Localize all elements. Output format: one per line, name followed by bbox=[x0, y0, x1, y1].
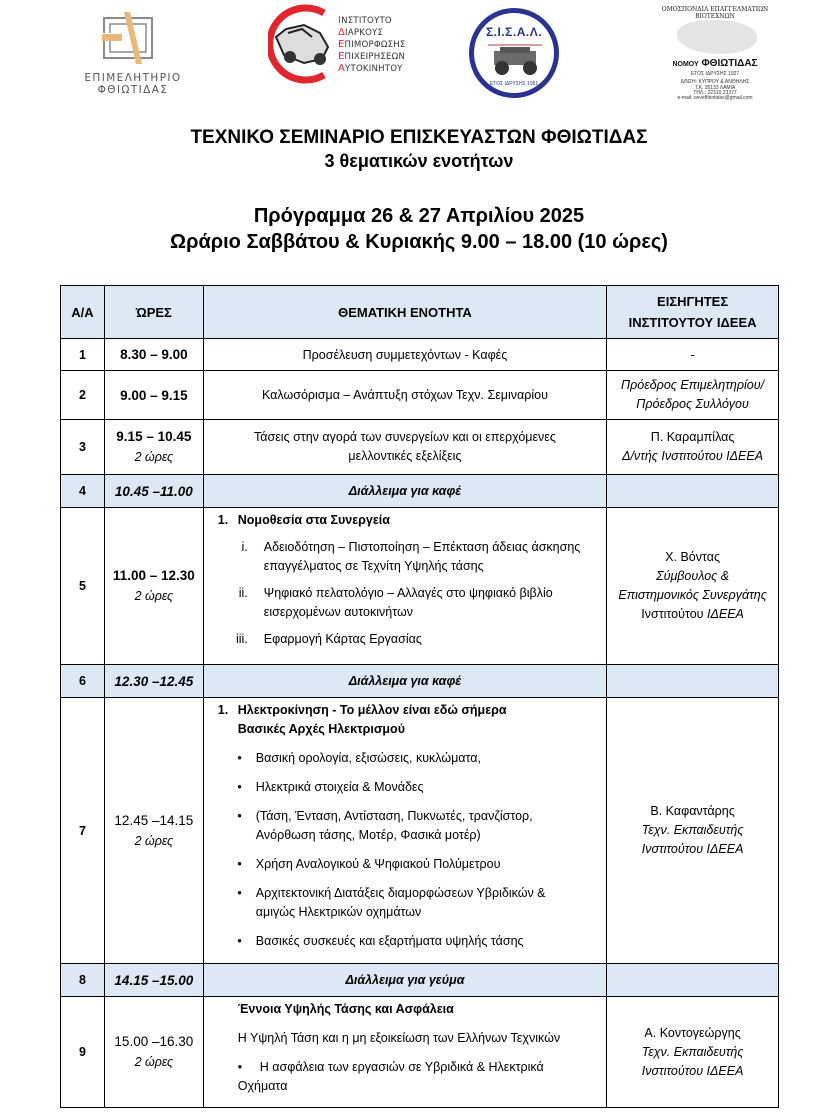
car-icon bbox=[268, 3, 336, 85]
row-topic: Καλωσόρισμα – Ανάπτυξη στόχων Τεχν. Σεμιναρίου bbox=[203, 371, 606, 420]
speaker-org bbox=[611, 605, 774, 624]
heading-text: Ηλεκτροκίνηση - Το μέλλον είναι εδώ σήμερα bbox=[237, 703, 507, 717]
federation-email: e-mail: oevefthiotidas@gmail.com bbox=[677, 95, 753, 101]
bullet-icon: • bbox=[237, 1060, 243, 1074]
row-time bbox=[104, 698, 203, 964]
list-item bbox=[212, 584, 598, 622]
header-speakers bbox=[607, 286, 779, 339]
institute-cap: Ι bbox=[338, 15, 342, 26]
row-number: 3 bbox=[61, 420, 105, 475]
bullet-line: αμιγώς Ηλεκτρικών οχημάτων bbox=[255, 905, 422, 919]
row-number: 2 bbox=[61, 371, 105, 420]
institute-name bbox=[338, 15, 406, 75]
row-number: 4 bbox=[61, 475, 105, 508]
list-line: εισερχομένων αυτοκινήτων bbox=[263, 605, 413, 619]
row-speaker-empty bbox=[607, 475, 779, 508]
topic-subheading: Βασικές Αρχές Ηλεκτρισμού bbox=[237, 722, 405, 736]
bullet-item bbox=[212, 778, 598, 797]
row-topic bbox=[203, 508, 606, 665]
row-topic: Διάλλειμα για καφέ bbox=[203, 475, 606, 508]
row-topic bbox=[203, 997, 606, 1108]
speaker-role: Δ/ντής Ινστιτούτου ΙΔΕΕΑ bbox=[622, 449, 764, 463]
program-dates: Πρόγραμμα 26 & 27 Απριλίου 2025 bbox=[253, 205, 585, 227]
row-speaker-empty bbox=[607, 964, 779, 997]
list-item bbox=[212, 538, 598, 576]
time-range: 11.00 – 12.30 bbox=[112, 568, 195, 583]
list-number: 1. bbox=[217, 703, 229, 717]
table-row bbox=[61, 508, 779, 665]
break-row bbox=[61, 665, 779, 698]
speaker-org-text: Ινστιτούτου bbox=[641, 607, 707, 621]
topic-heading bbox=[212, 701, 598, 720]
institute-word: ΥΤΟΚΙΝΗΤΟΥ bbox=[345, 64, 403, 74]
list-item bbox=[212, 630, 598, 649]
document-subtitle: 3 θεματικών ενοτήτων bbox=[324, 151, 514, 171]
list-text: Εφαρμογή Κάρτας Εργασίας bbox=[263, 632, 422, 646]
federation-phone: ΤΗΛ.: 22310 23377 bbox=[693, 90, 737, 96]
row-number: 8 bbox=[61, 964, 105, 997]
row-number: 9 bbox=[61, 997, 105, 1108]
schedule-table bbox=[60, 285, 779, 1108]
duration: 2 ώρες bbox=[134, 450, 174, 464]
bullet-line: Αρχιτεκτονική Διατάξεις διαμορφώσεων Υβριδικών & bbox=[255, 886, 546, 900]
row-number: 6 bbox=[61, 665, 105, 698]
institute-cap: Ε bbox=[338, 51, 345, 62]
institute-cap: Α bbox=[338, 63, 346, 74]
header-speakers-line1: ΕΙΣΗΓΗΤΕΣ bbox=[657, 294, 729, 309]
duration: 2 ώρες bbox=[134, 589, 174, 603]
logo-bar bbox=[0, 0, 838, 110]
federation-name bbox=[655, 58, 775, 69]
federation-name-main: ΦΘΙΩΤΙΔΑΣ bbox=[701, 58, 758, 69]
bullet-text: Βασική ορολογία, εξισώσεις, κυκλώματα, bbox=[255, 751, 481, 765]
row-topic bbox=[203, 420, 606, 475]
row-speaker bbox=[607, 371, 779, 420]
row-topic: Διάλλειμα για καφέ bbox=[203, 665, 606, 698]
institute-word: ΙΑΡΚΟΥΣ bbox=[345, 28, 384, 38]
header-aa: Α/Α bbox=[61, 286, 105, 339]
table-row bbox=[61, 420, 779, 475]
header-topic: ΘΕΜΑΤΙΚΗ ΕΝΟΤΗΤΑ bbox=[203, 286, 606, 339]
speaker-org-acronym: ΙΔΕΕΑ bbox=[707, 607, 744, 621]
sisal-year: ΕΤΟΣ ΙΔΡΥΣΗΣ 1951 bbox=[489, 81, 539, 87]
table-row bbox=[61, 371, 779, 420]
bullet-item bbox=[212, 749, 598, 768]
program-hours: Ωράριο Σαββάτου & Κυριακής 9.00 – 18.00 (10 ώρες) bbox=[170, 231, 668, 253]
list-marker: i. bbox=[241, 540, 248, 554]
row-speaker bbox=[607, 997, 779, 1108]
federation-founded: ΕΤΟΣ ΙΔΡΥΣΗΣ 1927 bbox=[690, 71, 740, 77]
chamber-mark-icon bbox=[100, 12, 156, 64]
bullet-continuation: Οχήματα bbox=[237, 1079, 288, 1093]
row-time bbox=[104, 420, 203, 475]
row-topic bbox=[203, 698, 606, 964]
row-speaker bbox=[607, 420, 779, 475]
bullet-text bbox=[256, 807, 598, 845]
bullet-line: (Τάση, Ένταση, Αντίσταση, Πυκνωτές, τρανζίστορ, bbox=[255, 809, 533, 823]
speaker-role: Σύμβουλος & bbox=[656, 569, 730, 583]
row-time: 10.45 –11.00 bbox=[104, 475, 203, 508]
bullet-item bbox=[212, 855, 598, 874]
topic-line: μελλοντικές εξελίξεις bbox=[348, 449, 462, 463]
speaker-role: Επιστημονικός Συνεργάτης bbox=[618, 588, 767, 602]
bullet-text: Βασικές συσκευές και εξαρτήματα υψηλής τάσης bbox=[255, 934, 524, 948]
federation-address: Δ/ΝΣΗ: ΚΥΠΡΟΥ & ΑΝΘΗΛΗΣ bbox=[680, 79, 750, 85]
row-speaker-empty bbox=[607, 665, 779, 698]
row-speaker bbox=[607, 698, 779, 964]
row-speaker bbox=[607, 508, 779, 665]
duration: 2 ώρες bbox=[134, 1055, 174, 1069]
institute-cap: Ε bbox=[338, 39, 345, 50]
speaker-role: Τεχν. Εκπαιδευτής bbox=[641, 823, 744, 837]
list-line: Ψηφιακό πελατολόγιο – Αλλαγές στο ψηφιακό βιβλίο bbox=[263, 586, 553, 600]
time-range: 15.00 –16.30 bbox=[114, 1034, 194, 1049]
bullet-line: Ανόρθωση τάσης, Μοτέρ, Φασικά μοτέρ) bbox=[255, 828, 481, 842]
speaker-line: Πρόεδρος Συλλόγου bbox=[636, 397, 749, 411]
bullet-text bbox=[256, 884, 598, 922]
sisal-logo bbox=[469, 8, 559, 98]
break-row bbox=[61, 475, 779, 508]
bullet-text: Χρήση Αναλογικού & Ψηφιακού Πολύμετρου bbox=[255, 857, 501, 871]
speaker-role: Τεχν. Εκπαιδευτής bbox=[641, 1044, 744, 1059]
speaker-name: Π. Καραμπίλας bbox=[650, 430, 735, 444]
speaker-name: Β. Καφαντάρης bbox=[650, 804, 735, 818]
topic-line: Η Υψηλή Τάση και η μη εξοικείωση των Ελλήνων Τεχνικών bbox=[237, 1031, 561, 1045]
speaker-name: Χ. Βόντας bbox=[665, 550, 720, 564]
row-speaker: - bbox=[607, 339, 779, 371]
row-time: 8.30 – 9.00 bbox=[104, 339, 203, 371]
bullet-icon: • bbox=[237, 780, 242, 794]
bullet-icon: • bbox=[237, 857, 242, 871]
federation-postal: Τ.Κ. 35133 ΛΑΜΙΑ bbox=[694, 85, 736, 91]
bullet-icon: • bbox=[237, 751, 242, 765]
institute-word: ΠΙΧΕΙΡΗΣΕΩΝ bbox=[344, 52, 406, 62]
row-number: 5 bbox=[61, 508, 105, 665]
time-range: 9.15 – 10.45 bbox=[116, 429, 192, 444]
break-row bbox=[61, 964, 779, 997]
federation-arc-text: ΟΜΟΣΠΟΝΔΙΑ ΕΠΑΓΓΕΛΜΑΤΙΩΝ ΒΙΟΤΕΧΝΩΝ bbox=[661, 6, 769, 20]
table-row bbox=[61, 997, 779, 1108]
sisal-title: Σ.Ι.Σ.Α.Λ. bbox=[485, 25, 543, 39]
header-hours: ΏΡΕΣ bbox=[104, 286, 203, 339]
institute-cap: Δ bbox=[338, 27, 346, 38]
list-marker: iii. bbox=[235, 632, 248, 646]
row-time bbox=[104, 508, 203, 665]
bullet-item bbox=[212, 807, 598, 845]
list-text bbox=[264, 538, 598, 576]
row-time: 14.15 –15.00 bbox=[104, 964, 203, 997]
institute-logo bbox=[268, 3, 408, 85]
table-row bbox=[61, 339, 779, 371]
list-line: Αδειοδότηση – Πιστοποίηση – Επέκταση άδειας άσκησης bbox=[263, 540, 581, 554]
row-time: 12.30 –12.45 bbox=[104, 665, 203, 698]
list-number: 1. bbox=[217, 513, 229, 527]
bullet-text: Ηλεκτρικά στοιχεία & Μονάδες bbox=[255, 780, 424, 794]
bullet-item bbox=[212, 884, 598, 922]
bullet-item bbox=[212, 932, 598, 951]
federation-logo bbox=[655, 2, 775, 101]
header-speakers-line2: ΙΝΣΤΙΤΟΥΤΟΥ ΙΔΕΕΑ bbox=[628, 315, 757, 330]
bullet-icon: • bbox=[237, 886, 242, 900]
speaker-org: Ινστιτούτου ΙΔΕΕΑ bbox=[641, 842, 744, 856]
row-time bbox=[104, 997, 203, 1108]
duration: 2 ώρες bbox=[134, 833, 174, 848]
table-row bbox=[61, 698, 779, 964]
row-topic: Προσέλευση συμμετεχόντων - Καφές bbox=[203, 339, 606, 371]
bullet-icon: • bbox=[237, 809, 242, 823]
bullet-icon: • bbox=[237, 934, 242, 948]
row-number: 7 bbox=[61, 698, 105, 964]
topic-heading: Έννοια Υψηλής Τάσης και Ασφάλεια bbox=[237, 1002, 454, 1016]
chamber-logo bbox=[48, 8, 218, 96]
bullet-text: Η ασφάλεια των εργασιών σε Υβριδικά & Ηλεκτρικά bbox=[259, 1060, 544, 1074]
vintage-car-icon bbox=[486, 43, 544, 77]
list-text bbox=[264, 584, 598, 622]
row-number: 1 bbox=[61, 339, 105, 371]
map-icon bbox=[677, 20, 757, 54]
heading-text: Νομοθεσία στα Συνεργεία bbox=[237, 513, 390, 527]
speaker-line: Πρόεδρος Επιμελητηρίου/ bbox=[621, 378, 765, 392]
chamber-name: ΕΠΙΜΕΛΗΤΗΡΙΟ ΦΘΙΩΤΙΔΑΣ bbox=[84, 72, 182, 96]
topic-line: Τάσεις στην αγορά των συνεργείων και οι επερχόμενες bbox=[254, 430, 556, 444]
institute-word: ΠΙΜΟΡΦΩΣΗΣ bbox=[344, 40, 406, 50]
federation-name-small: ΝΟΜΟΥ bbox=[672, 61, 699, 68]
speaker-name: Α. Κοντογεώργης bbox=[644, 1025, 741, 1040]
table-header-row bbox=[61, 286, 779, 339]
row-topic: Διάλλειμα για γεύμα bbox=[203, 964, 606, 997]
bullet-item bbox=[238, 1058, 598, 1077]
document-title: ΤΕΧΝΙΚΟ ΣΕΜΙΝΑΡΙΟ ΕΠΙΣΚΕΥΑΣΤΩΝ ΦΘΙΩΤΙΔΑΣ bbox=[190, 127, 648, 148]
time-range: 12.45 –14.15 bbox=[114, 812, 194, 828]
list-line: επαγγέλματος σε Τεχνίτη Υψηλής τάσης bbox=[263, 559, 484, 573]
row-time: 9.00 – 9.15 bbox=[104, 371, 203, 420]
topic-heading bbox=[212, 511, 598, 530]
speaker-org: Ινστιτούτου ΙΔΕΕΑ bbox=[641, 1063, 744, 1078]
list-marker: ii. bbox=[238, 586, 248, 600]
institute-word: ΝΣΤΙΤΟΥΤΟ bbox=[341, 16, 392, 26]
